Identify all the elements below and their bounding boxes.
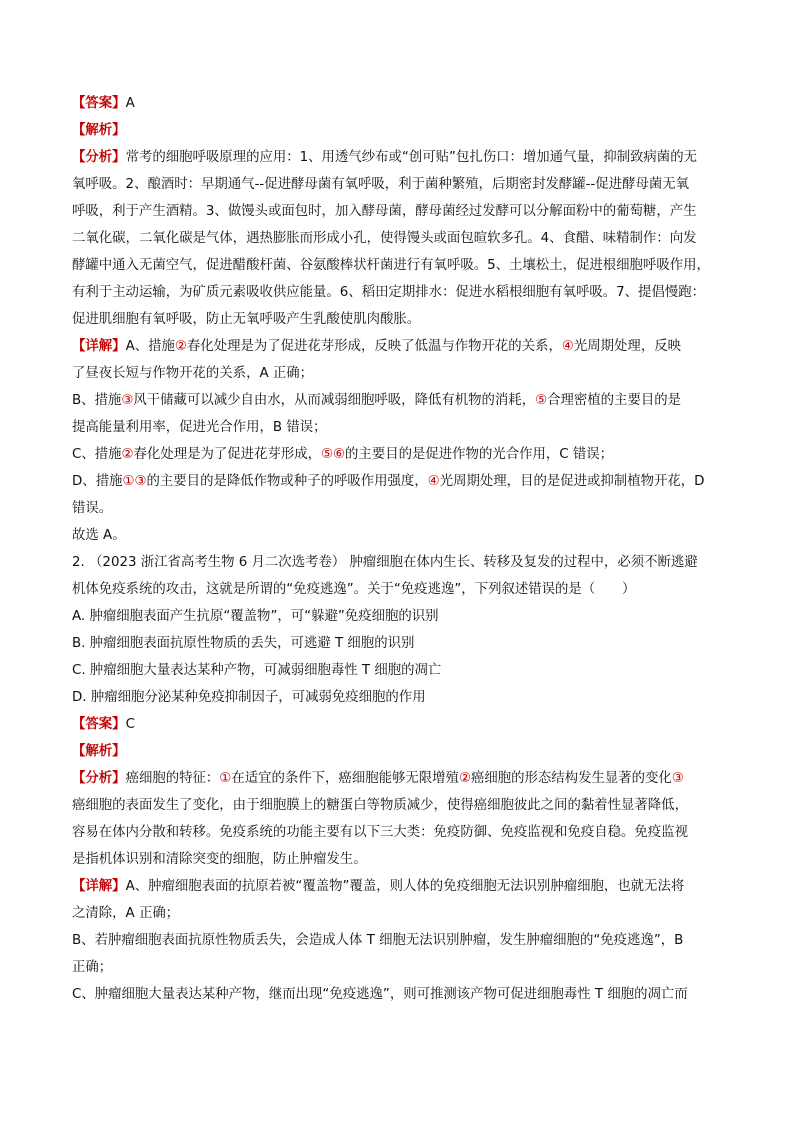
detail-text: 春化处理是为了促进花芽形成， (133, 447, 322, 462)
detail-text: A、肿瘤细胞表面的抗原若被“覆盖物”覆盖，则人体的免疫细胞无法识别肿瘤细胞，也就无法将 (125, 879, 685, 894)
circled-6: ⑥ (333, 447, 346, 462)
q1-conclusion: 故选 A。 (72, 528, 126, 543)
q2-option-d: D. 肿瘤细胞分泌某种免疫抑制因子，可减弱免疫细胞的作用 (72, 690, 426, 705)
q2-detail-line-2: 之清除，A 正确； (72, 906, 180, 921)
q1-fenxi-line-1 (72, 144, 762, 171)
q2-fenxi-line-4: 是指机体识别和清除突变的细胞，防止肿瘤发生。 (72, 852, 367, 867)
q1-detail-line-3 (72, 387, 762, 414)
detail-text: C、措施 (72, 447, 122, 462)
q2-stem-line-2: 机体免疫系统的攻击，这就是所谓的“免疫逃逸”。关于“免疫逃逸”，下列叙述错误的是（ ） (72, 582, 636, 597)
analysis-text: 癌细胞的形态结构发生显著的变化 (470, 771, 672, 786)
q2-detail-line-3: B、若肿瘤细胞表面抗原性物质丢失，会造成人体 T 细胞无法识别肿瘤，发生肿瘤细胞的“免疫逃逸”，B (72, 933, 684, 948)
detail-text: 风干储藏可以减少自由水，从而减弱细胞呼吸，降低有机物的消耗， (133, 393, 536, 408)
q1-answer (72, 90, 762, 117)
detail-text: 光周期处理，目的是促进或抑制植物开花，D (439, 474, 705, 489)
detail-text: 春化处理是为了促进花芽形成，反映了低温与作物开花的关系， (186, 339, 562, 354)
q2-fenxi-line-1 (72, 765, 762, 792)
detail-text: 光周期处理，反映 (573, 339, 681, 354)
detail-text: D、措施 (72, 474, 123, 489)
q2-option-a: A. 肿瘤细胞表面产生抗原“覆盖物”，可“躲避”免疫细胞的识别 (72, 609, 439, 624)
circled-3: ③ (134, 474, 147, 489)
q2-answer (72, 711, 762, 738)
answer-value: C (125, 717, 135, 732)
q1-fenxi-line-7: 促进肌细胞有氧呼吸，防止无氧呼吸产生乳酸使肌肉酸胀。 (72, 312, 421, 327)
q1-detail-line-2: 了昼夜长短与作物开花的关系，A 正确； (72, 366, 314, 381)
circled-2: ② (121, 447, 134, 462)
q2-detail-line-5: C、肿瘤细胞大量表达某种产物，继而出现“免疫逃逸”，则可推测该产物可促进细胞毒性 T 细胞的凋亡而 (72, 987, 688, 1002)
detail-tag: 【详解】 (72, 879, 126, 894)
q2-fenxi-line-3: 容易在体内分散和转移。免疫系统的功能主要有以下三大类：免疫防御、免疫监视和免疫自稳。免疫监视 (72, 825, 688, 840)
circled-1: ① (122, 474, 135, 489)
circled-2: ② (174, 339, 187, 354)
q2-detail-line-1 (72, 873, 762, 900)
q2-option-b: B. 肿瘤细胞表面抗原性物质的丢失，可逃避 T 细胞的识别 (72, 636, 415, 651)
analysis-text: 常考的细胞呼吸原理的应用：1、用透气纱布或“创可贴”包扎伤口：增加通气量，抑制致病菌的无 (125, 150, 697, 165)
circled-1: ① (219, 771, 232, 786)
q1-detail-line-5 (72, 441, 762, 468)
q2-analysis-heading (72, 738, 762, 765)
q2-fenxi-line-2: 癌细胞的表面发生了变化，由于细胞膜上的糖蛋白等物质减少，使得癌细胞彼此之间的黏着性显著降低， (72, 798, 688, 813)
analysis-text: 在适宜的条件下，癌细胞能够无限增殖 (231, 771, 459, 786)
q1-fenxi-line-4: 二氧化碳，二氧化碳是气体，遇热膨胀而形成小孔，使得馒头或面包暄软多孔。4、食醋、味精制作：向发 (72, 231, 697, 246)
circled-3: ③ (121, 393, 134, 408)
circled-5: ⑤ (321, 447, 334, 462)
document-page (72, 90, 762, 1008)
q1-fenxi-line-5: 酵罐中通入无菌空气，促进醋酸杆菌、谷氨酸棒状杆菌进行有氧呼吸。5、土壤松土，促进根细胞呼吸作用， (72, 258, 710, 273)
q1-fenxi-line-2: 氧呼吸。2、酿酒时：早期通气--促进酵母菌有氧呼吸，利于菌种繁殖，后期密封发酵罐--促进酵母菌无氧 (72, 177, 690, 192)
detail-text: B、措施 (72, 393, 122, 408)
detail-tag: 【详解】 (72, 339, 126, 354)
fenxi-tag: 【分析】 (72, 771, 126, 786)
answer-value: A (125, 96, 135, 111)
answer-tag: 【答案】 (72, 96, 126, 111)
fenxi-tag: 【分析】 (72, 150, 126, 165)
circled-4: ④ (561, 339, 574, 354)
detail-text: 的主要目的是降低作物或种子的呼吸作用强度， (146, 474, 428, 489)
q2-option-c: C. 肿瘤细胞大量表达某种产物，可减弱细胞毒性 T 细胞的凋亡 (72, 663, 442, 678)
q1-detail-line-7: 错误。 (72, 501, 113, 516)
detail-text: A、措施 (125, 339, 175, 354)
q1-detail-line-4: 提高能量利用率，促进光合作用，B 错误； (72, 420, 327, 435)
circled-4: ④ (427, 474, 440, 489)
q1-fenxi-line-6: 有利于主动运输，为矿质元素吸收供应能量。6、稻田定期排水：促进水稻根细胞有氧呼吸。7、提倡慢跑： (72, 285, 706, 300)
analysis-text: 癌细胞的特征： (125, 771, 220, 786)
circled-5: ⑤ (535, 393, 548, 408)
detail-text: 的主要目的是促进作物的光合作用，C 错误； (345, 447, 614, 462)
q1-analysis-heading (72, 117, 762, 144)
q1-fenxi-line-3: 呼吸，利于产生酒精。3、做馒头或面包时，加入酵母菌，酵母菌经过发酵可以分解面粉中的葡萄糖，产生 (72, 204, 697, 219)
answer-tag: 【答案】 (72, 717, 126, 732)
q1-detail-line-1 (72, 333, 762, 360)
circled-2: ② (458, 771, 471, 786)
circled-3: ③ (671, 771, 684, 786)
analysis-tag: 【解析】 (72, 123, 126, 138)
detail-text: 合理密植的主要目的是 (547, 393, 682, 408)
q2-detail-line-4: 正确； (72, 960, 113, 975)
analysis-tag: 【解析】 (72, 744, 126, 759)
q2-stem-line-1: 2. （2023 浙江省高考生物 6 月二次选考卷） 肿瘤细胞在体内生长、转移及复发的过程中，必须不断逃避 (72, 555, 698, 570)
q1-detail-line-6 (72, 468, 762, 495)
